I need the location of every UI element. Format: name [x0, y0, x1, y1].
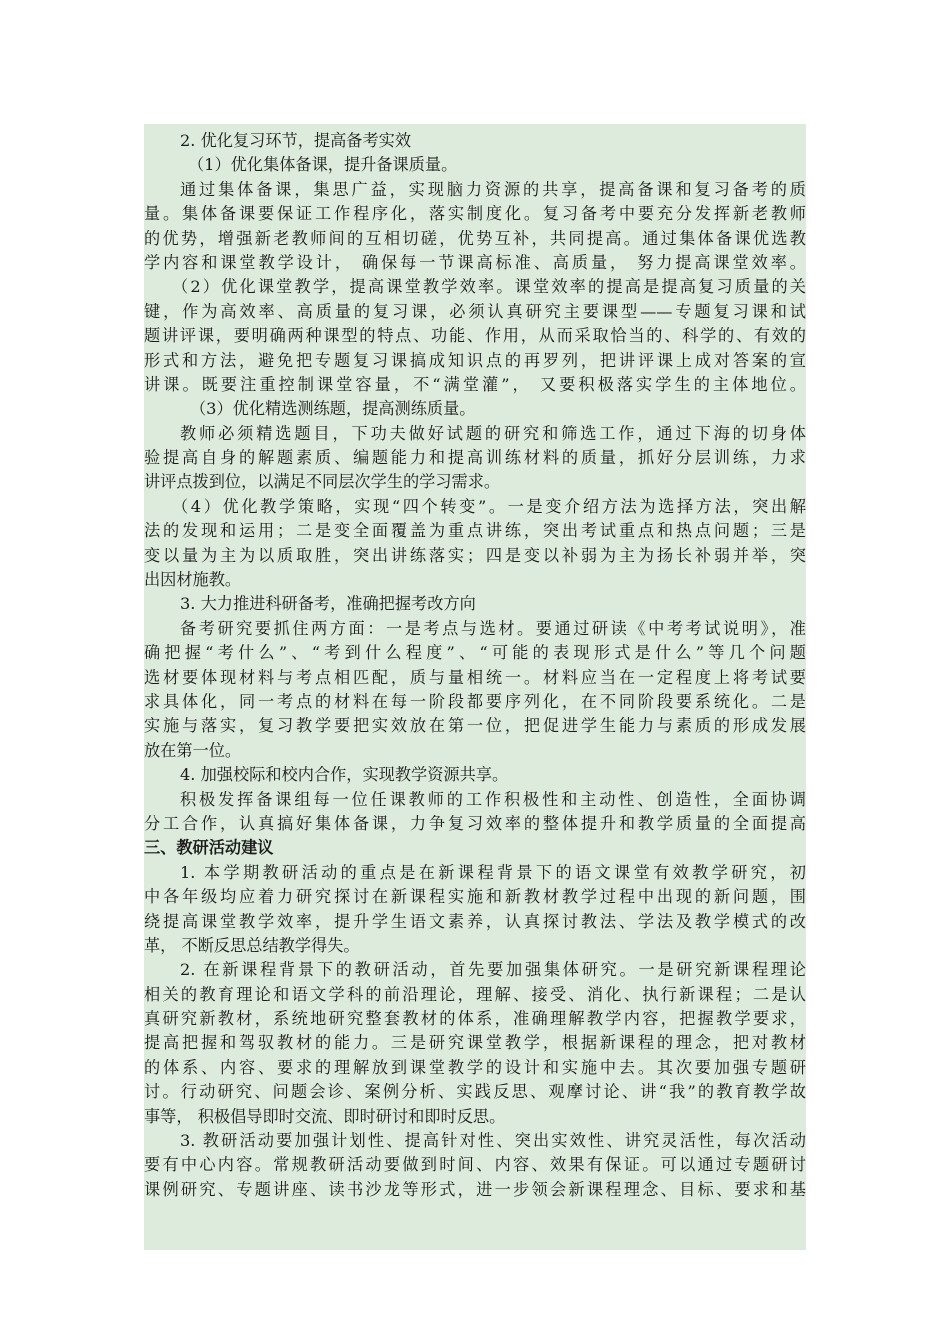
- text-line: 积极发挥备课组每一位任课教师的工作积极性和主动性、创造性，全面协调: [180, 789, 806, 809]
- text-line: 分工合作，认真搞好集体备课，力争复习效率的整体提升和教学质量的全面提高: [144, 813, 806, 833]
- text-line: 真研究新教材，系统地研究整套教材的体系，准确理解教学内容，把握教学要求，: [144, 1009, 806, 1029]
- text-line: 2. 优化复习环节，提高备考实效: [180, 131, 412, 150]
- paragraph-lines: [144, 129, 806, 1202]
- text-line: 通过集体备课，集思广益，实现脑力资源的共享，提高备课和复习备考的质: [180, 179, 806, 199]
- text-line: （1）优化集体备课，提升备课质量。: [188, 155, 458, 175]
- text-line: 革， 不断反思总结教学得失。: [144, 935, 360, 955]
- text-line: 变以量为主为以质取胜，突出讲练落实；四是变以补弱为主为扬长补弱并举，突: [144, 545, 806, 565]
- text-line: （4）优化教学策略，实现“四个转变”。一是变介绍方法为选择方法，突出解: [172, 496, 806, 516]
- text-line: 的体系、内容、要求的理解放到课堂教学的设计和实施中去。其次要加强专题研: [144, 1057, 806, 1077]
- text-line: 法的发现和运用；二是变全面覆盖为重点讲练，突出考试重点和热点问题；三是: [144, 521, 806, 541]
- text-line: 4. 加强校际和校内合作，实现教学资源共享。: [180, 765, 509, 785]
- text-line: 学内容和课堂教学设计， 确保每一节课高标准、高质量， 努力提高课堂效率。: [144, 252, 806, 272]
- text-line: 1. 本学期教研活动的重点是在新课程背景下的语文课堂有效教学研究，初: [180, 862, 806, 882]
- text-line: 键，作为高效率、高质量的复习课，必须认真研究主要课型——专题复习课和试: [144, 301, 806, 321]
- section-heading: 三、教研活动建议: [144, 838, 274, 858]
- text-line: 中各年级均应着力研究探讨在新课程实施和新教材教学过程中出现的新问题，围: [144, 887, 806, 907]
- text-line: 求具体化，同一考点的材料在每一阶段都要序列化，在不同阶段要系统化。二是: [144, 691, 806, 711]
- text-line: 提高把握和驾驭教材的能力。三是研究课堂教学，根据新课程的理念，把对教材: [144, 1033, 806, 1053]
- text-line: 的优势，增强新老教师间的互相切磋，优势互补，共同提高。通过集体备课优选教: [144, 228, 806, 248]
- text-line: 讲评点拨到位，以满足不同层次学生的学习需求。: [144, 472, 501, 492]
- text-line: 选材要体现材料与考点相匹配，质与量相统一。材料应当在一定程度上将考试要: [144, 667, 806, 687]
- text-line: （3）优化精选测练题，提高测练质量。: [190, 399, 476, 419]
- document-text-block: [144, 124, 806, 1250]
- text-line: （2）优化课堂教学，提高课堂教学效率。课堂效率的提高是提高复习质量的关: [172, 277, 806, 297]
- text-line: 课例研究、专题讲座、读书沙龙等形式，进一步领会新课程理念、目标、要求和基: [144, 1179, 806, 1199]
- text-line: 确把握“考什么”、“考到什么程度”、“可能的表现形式是什么”等几个问题: [144, 643, 806, 663]
- text-line: 出因材施教。: [144, 570, 242, 590]
- text-line: 讨。行动研究、问题会诊、案例分析、实践反思、观摩讨论、讲“我”的教育教学故: [144, 1082, 806, 1102]
- text-line: 2. 在新课程背景下的教研活动，首先要加强集体研究。一是研究新课程理论: [180, 960, 806, 980]
- text-line: 事等， 积极倡导即时交流、即时研讨和即时反思。: [144, 1106, 506, 1126]
- text-line: 题讲评课，要明确两种课型的特点、功能、作用，从而采取恰当的、科学的、有效的: [144, 326, 806, 346]
- text-line: 形式和方法，避免把专题复习课搞成知识点的再罗列，把讲评课上成对答案的宣: [144, 350, 806, 370]
- text-line: 相关的教育理论和语文学科的前沿理论，理解、接受、消化、执行新课程；二是认: [144, 984, 806, 1004]
- text-line: 3. 大力推进科研备考，准确把握考改方向: [180, 594, 476, 614]
- text-line: 量。集体备课要保证工作程序化，落实制度化。复习备考中要充分发挥新老教师: [144, 204, 806, 224]
- text-line: 绕提高课堂教学效率，提升学生语文素养，认真探讨教法、学法及教学模式的改: [144, 911, 806, 931]
- text-line: 放在第一位。: [144, 740, 242, 760]
- text-line: 备考研究要抓住两方面：一是考点与选材。要通过研读《中考考试说明》，准: [180, 618, 806, 638]
- text-line: 实施与落实，复习教学要把实效放在第一位，把促进学生能力与素质的形成发展: [144, 716, 806, 736]
- text-line: 验提高自身的解题素质、编题能力和提高训练材料的质量，抓好分层训练，力求: [144, 448, 806, 468]
- text-line: 要有中心内容。常规教研活动要做到时间、内容、效果有保证。可以通过专题研讨: [144, 1155, 806, 1175]
- text-line: 3. 教研活动要加强计划性、提高针对性、突出实效性、讲究灵活性，每次活动: [180, 1131, 806, 1151]
- text-line: 教师必须精选题目，下功夫做好试题的研究和筛选工作，通过下海的切身体: [180, 423, 806, 443]
- text-line: 讲课。既要注重控制课堂容量，不“满堂灌”， 又要积极落实学生的主体地位。: [144, 374, 806, 394]
